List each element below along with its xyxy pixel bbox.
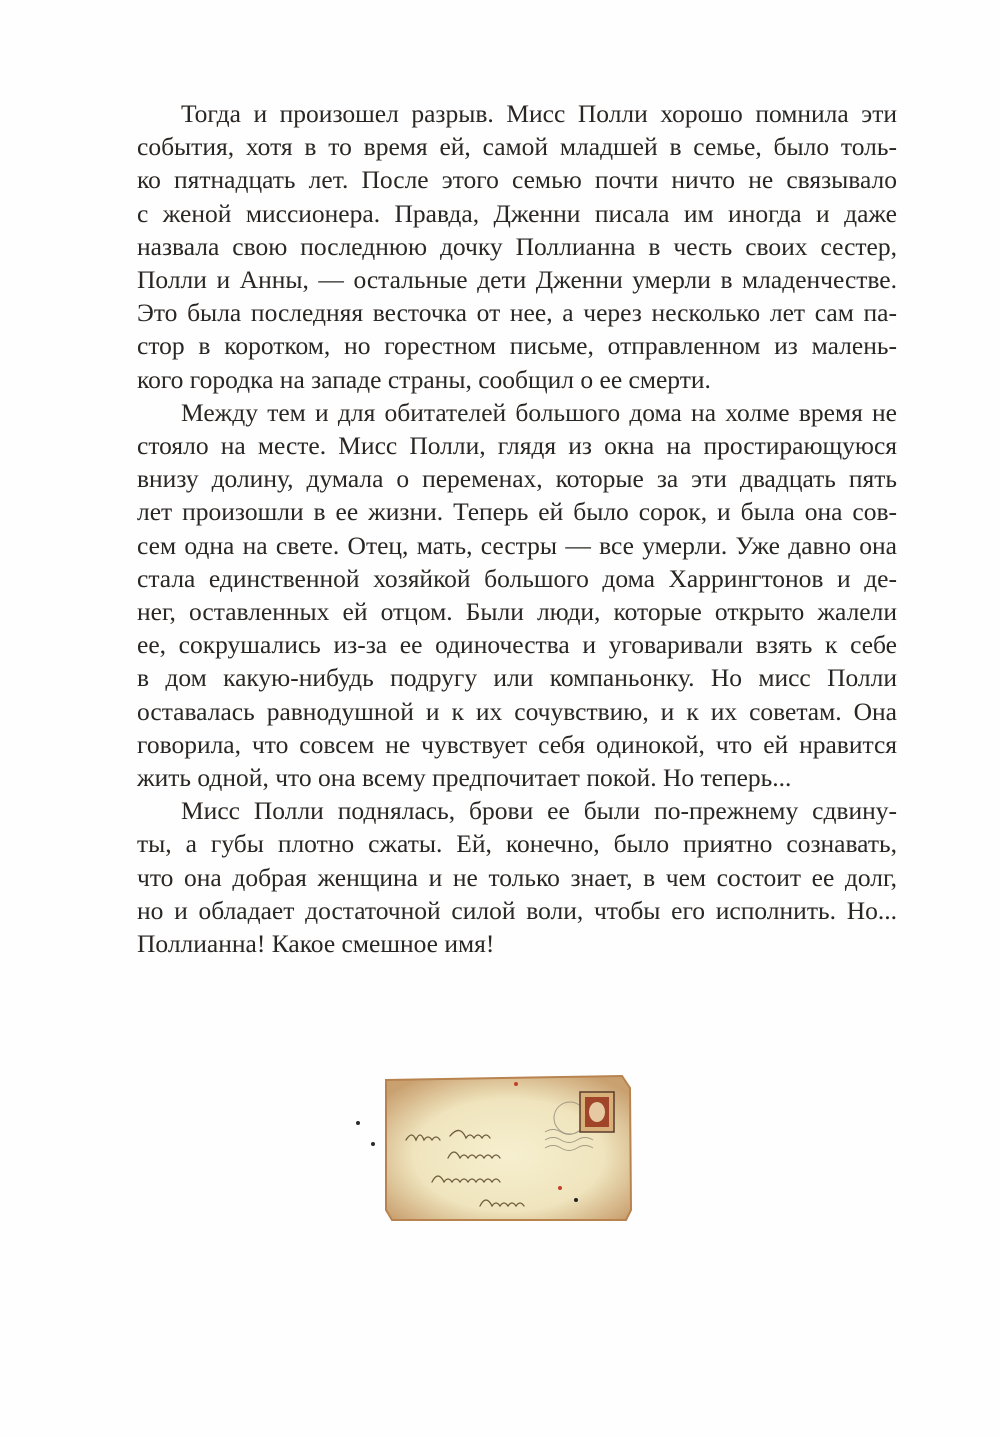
text-line: Полли и Анны, — остальные дети Дженни умерли в младенчестве. (137, 265, 897, 295)
text-line: оставалась равнодушной и к их сочувствию, и к их советам. Она (137, 696, 897, 726)
text-line: Мисс Полли поднялась, брови ее были по-прежнему сдвину- (181, 796, 897, 826)
text-line: события, хотя в то время ей, самой младшей в семье, было толь- (137, 132, 897, 162)
text-line: с женой миссионера. Правда, Дженни писала им иногда и даже (137, 198, 897, 228)
text-line: но и обладает достаточной силой воли, чтобы его исполнить. Но... (137, 895, 897, 925)
text-line: ко пятнадцать лет. После этого семью почти ничто не связывало (137, 165, 897, 195)
text-line: Это была последняя весточка от нее, а через несколько лет сам па- (137, 298, 897, 328)
ink-dot (356, 1121, 360, 1125)
envelope-illustration (340, 1060, 660, 1240)
body-text (137, 97, 897, 960)
text-line: Тогда и произошел разрыв. Мисс Полли хорошо помнила эти (181, 99, 897, 128)
text-line: ее, сокрушались из-за ее одиночества и уговаривали взять к себе (137, 630, 897, 660)
red-speck (514, 1082, 518, 1086)
text-line: Между тем и для обитателей большого дома на холме время не (181, 397, 897, 427)
text-line: ты, а губы плотно сжаты. Ей, конечно, было приятно сознавать, (137, 829, 897, 859)
ink-dot (371, 1142, 375, 1146)
text-line: Поллианна! Какое смешное имя! (137, 929, 495, 959)
paragraph-2 (137, 396, 897, 794)
red-speck (558, 1186, 562, 1190)
text-line: стор в коротком, но горестном письме, отправленном из малень- (137, 331, 897, 361)
paragraph-1 (137, 97, 897, 396)
text-line: в дом какую-нибудь подругу или компаньонку. Но мисс Полли (137, 663, 897, 693)
text-line: что она добрая женщина и не только знает, в чем состоит ее долг, (137, 862, 897, 892)
text-line: сем одна на свете. Отец, мать, сестры — все умерли. Уже давно она (137, 530, 897, 560)
text-line: внизу долину, думала о переменах, которые за эти двадцать пять (137, 464, 897, 494)
text-line: кого городка на западе страны, сообщил о ее смерти. (137, 364, 711, 394)
text-line: стала единственной хозяйкой большого дома Харрингтонов и де- (137, 563, 897, 593)
ink-dot (574, 1198, 578, 1202)
text-line: жить одной, что она всему предпочитает покой. Но теперь... (137, 763, 792, 793)
text-line: говорила, что совсем не чувствует себя одинокой, что ей нравится (137, 729, 897, 759)
text-line: назвала свою последнюю дочку Поллианна в честь своих сестер, (137, 231, 897, 261)
stamp (580, 1092, 614, 1132)
text-line: нег, оставленных ей отцом. Были люди, которые открыто жалели (137, 597, 897, 627)
paragraph-3 (137, 794, 897, 960)
text-line: стояло на месте. Мисс Полли, глядя из окна на простирающуюся (137, 431, 897, 461)
text-line: лет произошли в ее жизни. Теперь ей было сорок, и была она сов- (137, 497, 897, 527)
